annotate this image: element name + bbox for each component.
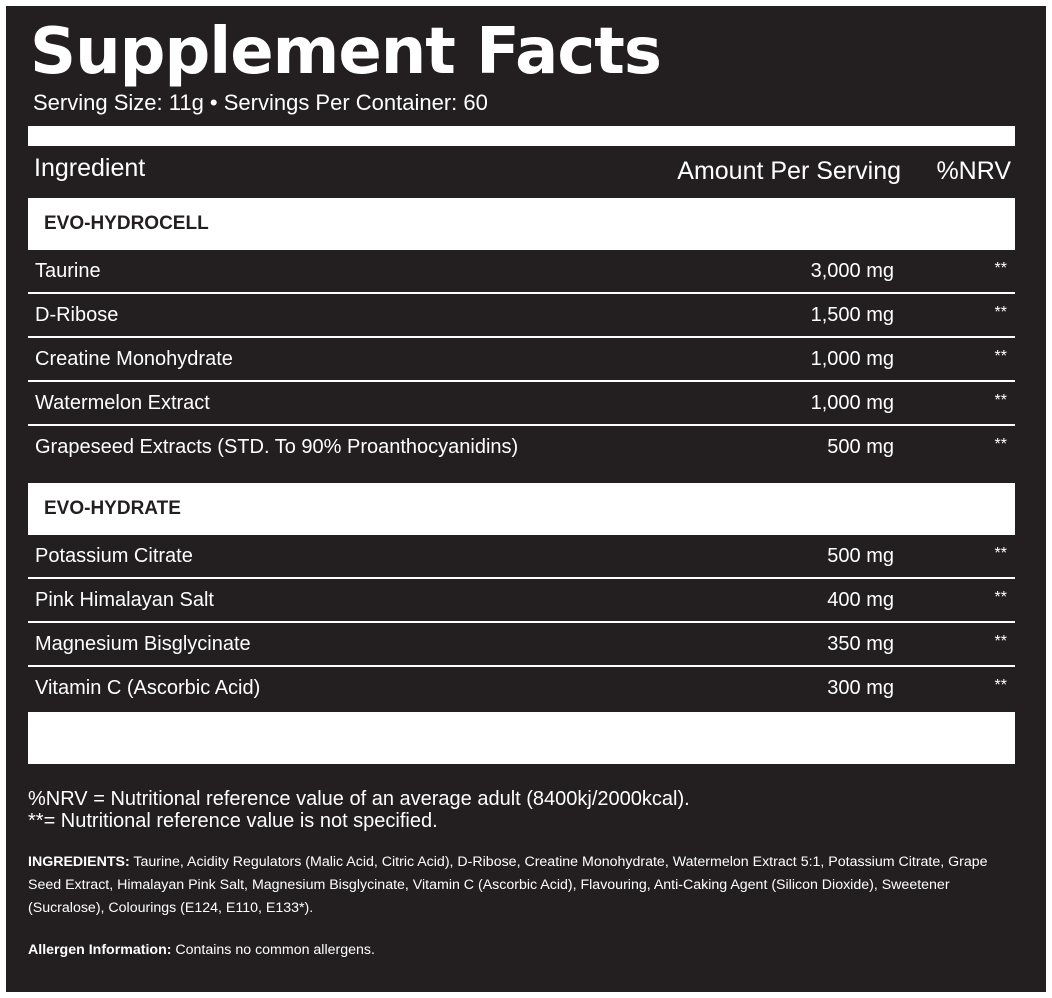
section-title: EVO-HYDRATE [44, 498, 181, 519]
ingredient-nrv: ** [994, 348, 1007, 365]
section-rows-evo-hydrate [28, 535, 1015, 711]
supplement-facts-panel [6, 6, 1046, 992]
table-row [28, 294, 1015, 338]
ingredient-name: Creatine Monohydrate [35, 348, 233, 370]
header-nrv: %NRV [936, 157, 1011, 185]
ingredient-amount: 300 mg [827, 677, 894, 699]
ingredient-name: Vitamin C (Ascorbic Acid) [35, 677, 261, 699]
ingredient-nrv: ** [994, 677, 1007, 694]
section-header-evo-hydrate [28, 483, 1015, 535]
table-row [28, 667, 1015, 711]
ingredient-name: Pink Himalayan Salt [35, 589, 214, 611]
table-row [28, 535, 1015, 579]
bottom-divider-bar [28, 712, 1015, 764]
ingredient-amount: 1,000 mg [810, 348, 894, 370]
header-amount: Amount Per Serving [677, 157, 901, 185]
ingredients-label: INGREDIENTS: [28, 854, 130, 870]
panel-title: Supplement Facts [30, 15, 661, 89]
ingredient-name: Potassium Citrate [35, 545, 193, 567]
section-rows-evo-hydrocell [28, 250, 1015, 476]
ingredients-list [28, 851, 1018, 920]
ingredient-amount: 1,500 mg [810, 304, 894, 326]
ingredient-nrv: ** [994, 260, 1007, 277]
ingredient-nrv: ** [994, 392, 1007, 409]
ingredient-amount: 350 mg [827, 633, 894, 655]
ingredient-nrv: ** [994, 589, 1007, 606]
section-title: EVO-HYDROCELL [44, 213, 209, 234]
table-row [28, 338, 1015, 382]
ingredient-amount: 3,000 mg [810, 260, 894, 282]
ingredient-amount: 1,000 mg [810, 392, 894, 414]
serving-info: Serving Size: 11g • Servings Per Container: 60 [33, 90, 488, 115]
ingredient-nrv: ** [994, 436, 1007, 453]
section-header-evo-hydrocell [28, 198, 1015, 250]
ingredient-name: Watermelon Extract [35, 392, 210, 414]
table-row [28, 382, 1015, 426]
table-row [28, 579, 1015, 623]
table-row [28, 426, 1015, 476]
ingredient-name: Magnesium Bisglycinate [35, 633, 251, 655]
table-row [28, 250, 1015, 294]
ingredient-amount: 500 mg [827, 545, 894, 567]
table-header [28, 146, 1015, 198]
header-ingredient: Ingredient [34, 154, 146, 182]
allergen-label: Allergen Information: [28, 942, 172, 958]
ingredients-text: Taurine, Acidity Regulators (Malic Acid, Citric Acid), D-Ribose, Creatine Monohydrate, Watermelon Extract 5:1, Potassium Citrate, Grape Seed Extract, Himalayan Pink Salt, Magnesium Bisglycinate, Vitamin C (Ascorbic Acid), Flavouring, Anti-Caking Agent (Silicon Dioxide), Sweetener (Sucralose), Colourings (E124, E110, E133*). [28, 854, 988, 916]
ingredient-amount: 500 mg [827, 436, 894, 458]
nrv-definition-note: %NRV = Nutritional reference value of an average adult (8400kj/2000kcal). [28, 788, 690, 810]
ingredient-nrv: ** [994, 545, 1007, 562]
allergen-info [28, 940, 375, 960]
ingredient-nrv: ** [994, 304, 1007, 321]
ingredient-name: Taurine [35, 260, 101, 282]
top-divider-bar [28, 126, 1015, 146]
ingredient-name: D-Ribose [35, 304, 119, 326]
not-specified-note: **= Nutritional reference value is not specified. [28, 810, 438, 832]
ingredient-nrv: ** [994, 633, 1007, 650]
ingredient-amount: 400 mg [827, 589, 894, 611]
ingredient-name: Grapeseed Extracts (STD. To 90% Proanthocyanidins) [35, 436, 519, 458]
allergen-text: Contains no common allergens. [171, 942, 375, 958]
table-row [28, 623, 1015, 667]
